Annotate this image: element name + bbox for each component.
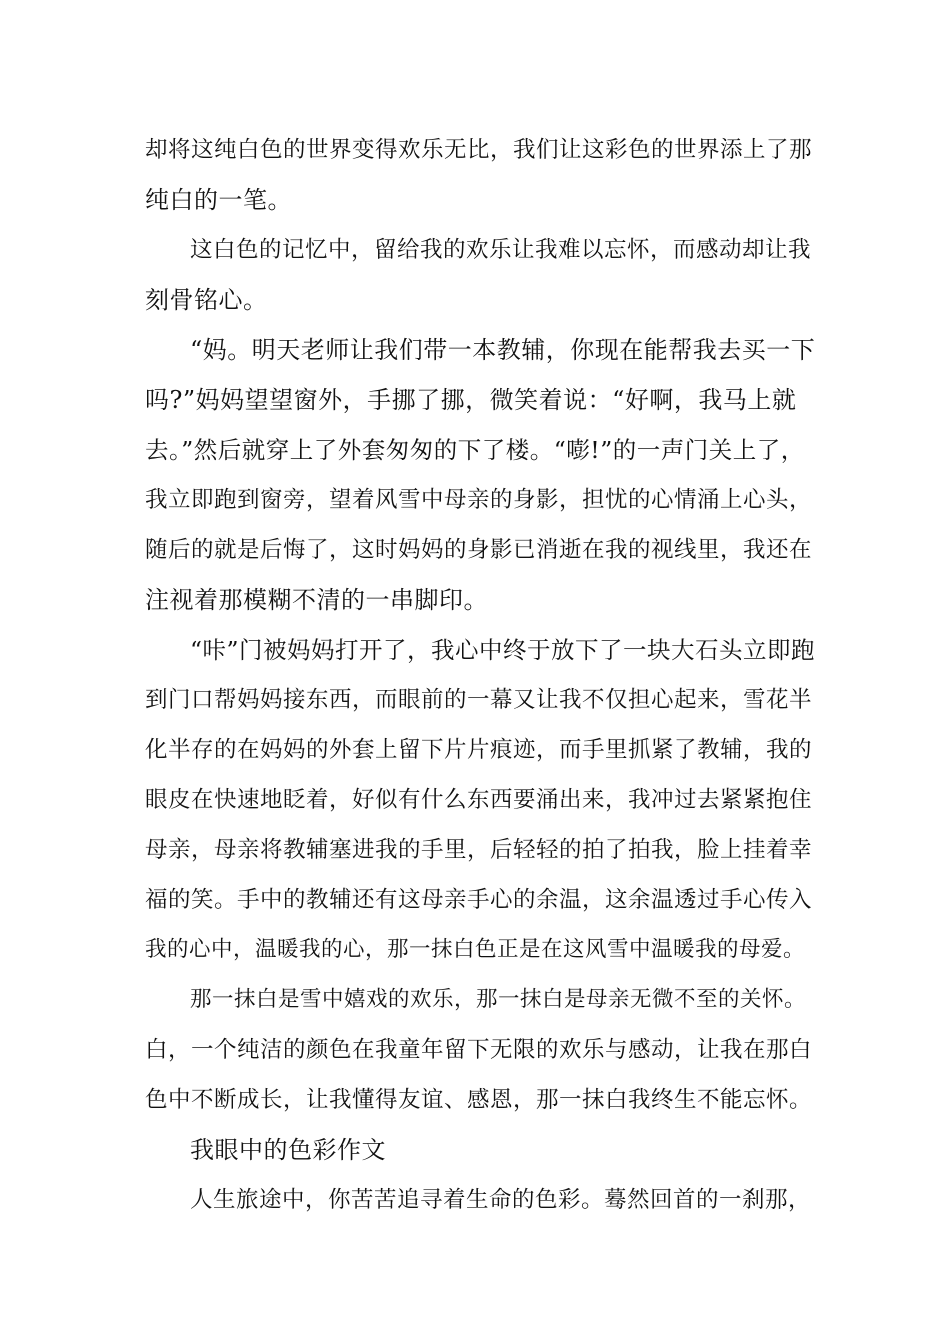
text-line: 去。”然后就穿上了外套匆匆的下了楼。“嘭!”的一声门关上了， [145, 436, 805, 464]
text-line: 白，一个纯洁的颜色在我童年留下无限的欢乐与感动，让我在那白 [145, 1037, 813, 1063]
section-heading: 我眼中的色彩作文 [190, 1136, 386, 1164]
text-line: 我的心中，温暖我的心，那一抹白色正是在这风雪中温暖我的母爱。 [145, 937, 806, 962]
text-line: 这白色的记忆中，留给我的欢乐让我难以忘怀，而感动却让我 [190, 237, 812, 263]
text-line: “妈。明天老师让我们带一本教辅，你现在能帮我去买一下 [190, 336, 816, 364]
text-line: 化半存的在妈妈的外套上留下片片痕迹，而手里抓紧了教辅，我的 [145, 737, 813, 763]
text-line: 母亲，母亲将教辅塞进我的手里，后轻轻的拍了拍我，脸上挂着幸 [145, 837, 813, 863]
text-line: 色中不断成长，让我懂得友谊、感恩，那一抹白我终生不能忘怀。 [145, 1087, 813, 1113]
text-line: 眼皮在快速地眨着，好似有什么东西要涌出来，我冲过去紧紧抱住 [145, 787, 813, 813]
text-line: 纯白的一笔。 [145, 186, 292, 214]
text-line: 却将这纯白色的世界变得欢乐无比，我们让这彩色的世界添上了那 [145, 137, 813, 163]
text-line: 注视着那模糊不清的一串脚印。 [145, 586, 488, 614]
text-line: 到门口帮妈妈接东西，而眼前的一幕又让我不仅担心起来，雪花半 [145, 687, 813, 713]
text-line: 福的笑。手中的教辅还有这母亲手心的余温，这余温透过手心传入 [145, 887, 813, 913]
text-line: “咔”门被妈妈打开了，我心中终于放下了一块大石头立即跑 [190, 636, 816, 664]
text-line: 那一抹白是雪中嬉戏的欢乐，那一抹白是母亲无微不至的关怀。 [190, 987, 807, 1012]
text-line: 随后的就是后悔了，这时妈妈的身影已消逝在我的视线里，我还在 [145, 537, 813, 563]
text-line: 吗?”妈妈望望窗外，手挪了挪，微笑着说：“好啊，我马上就 [145, 386, 797, 414]
text-line: 刻骨铭心。 [145, 286, 268, 314]
text-line: 我立即跑到窗旁，望着风雪中母亲的身影，担忧的心情涌上心头， [145, 487, 813, 513]
text-line: 人生旅途中，你苦苦追寻着生命的色彩。蓦然回首的一刹那， [190, 1187, 812, 1213]
